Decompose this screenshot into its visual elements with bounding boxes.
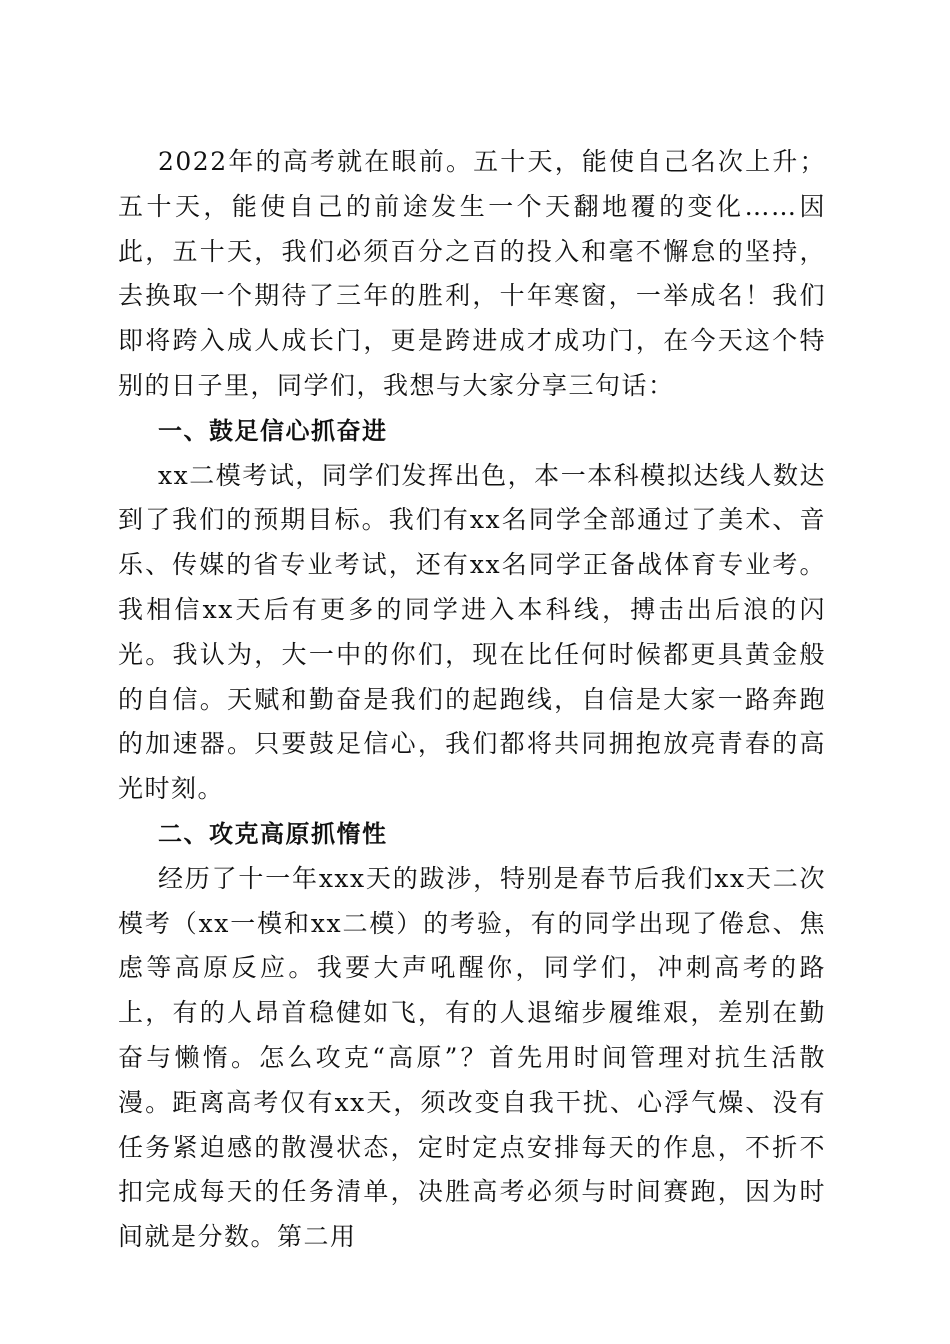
section-2-paragraph: 经历了十一年xxx天的跋涉，特别是春节后我们xx天二次模考（xx一模和xx二模）的考验，有的同学出现了倦怠、焦虑等高原反应。我要大声吼醒你，同学们，冲刺高考的路上，有的人昂首稳健如飞，有的人退缩步履维艰，差别在勤奋与懒惰。怎么攻克“高原”？首先用时间管理对抗生活散漫。距离高考仅有xx天，须改变自我干扰、心浮气燥、没有任务紧迫感的散漫状态，定时定点安排每天的作息，不折不扣完成每天的任务清单，决胜高考必须与时间赛跑，因为时间就是分数。第二用 xyxy=(118,863,826,1252)
document-body xyxy=(118,140,826,1260)
intro-paragraph: 2022年的高考就在眼前。五十天，能使自己名次上升；五十天，能使自己的前途发生一个天翻地覆的变化……因此，五十天，我们必须百分之百的投入和毫不懈怠的坚持，去换取一个期待了三年的胜利，十年寒窗，一举成名！我们即将跨入成人成长门，更是跨进成才成功门，在今天这个特别的日子里，同学们，我想与大家分享三句话： xyxy=(118,147,826,400)
section-1-heading: 一、鼓足信心抓奋进 xyxy=(158,416,388,445)
section-1-paragraph: xx二模考试，同学们发挥出色，本一本科模拟达线人数达到了我们的预期目标。我们有xx名同学全部通过了美术、音乐、传媒的省专业考试，还有xx名同学正备战体育专业考。我相信xx天后有更多的同学进入本科线，搏击出后浪的闪光。我认为，大一中的你们，现在比任何时候都更具黄金般的自信。天赋和勤奋是我们的起跑线，自信是大家一路奔跑的加速器。只要鼓足信心，我们都将共同拥抱放亮青春的高光时刻。 xyxy=(118,460,826,804)
section-2-heading: 二、攻克高原抓惰性 xyxy=(158,819,388,848)
